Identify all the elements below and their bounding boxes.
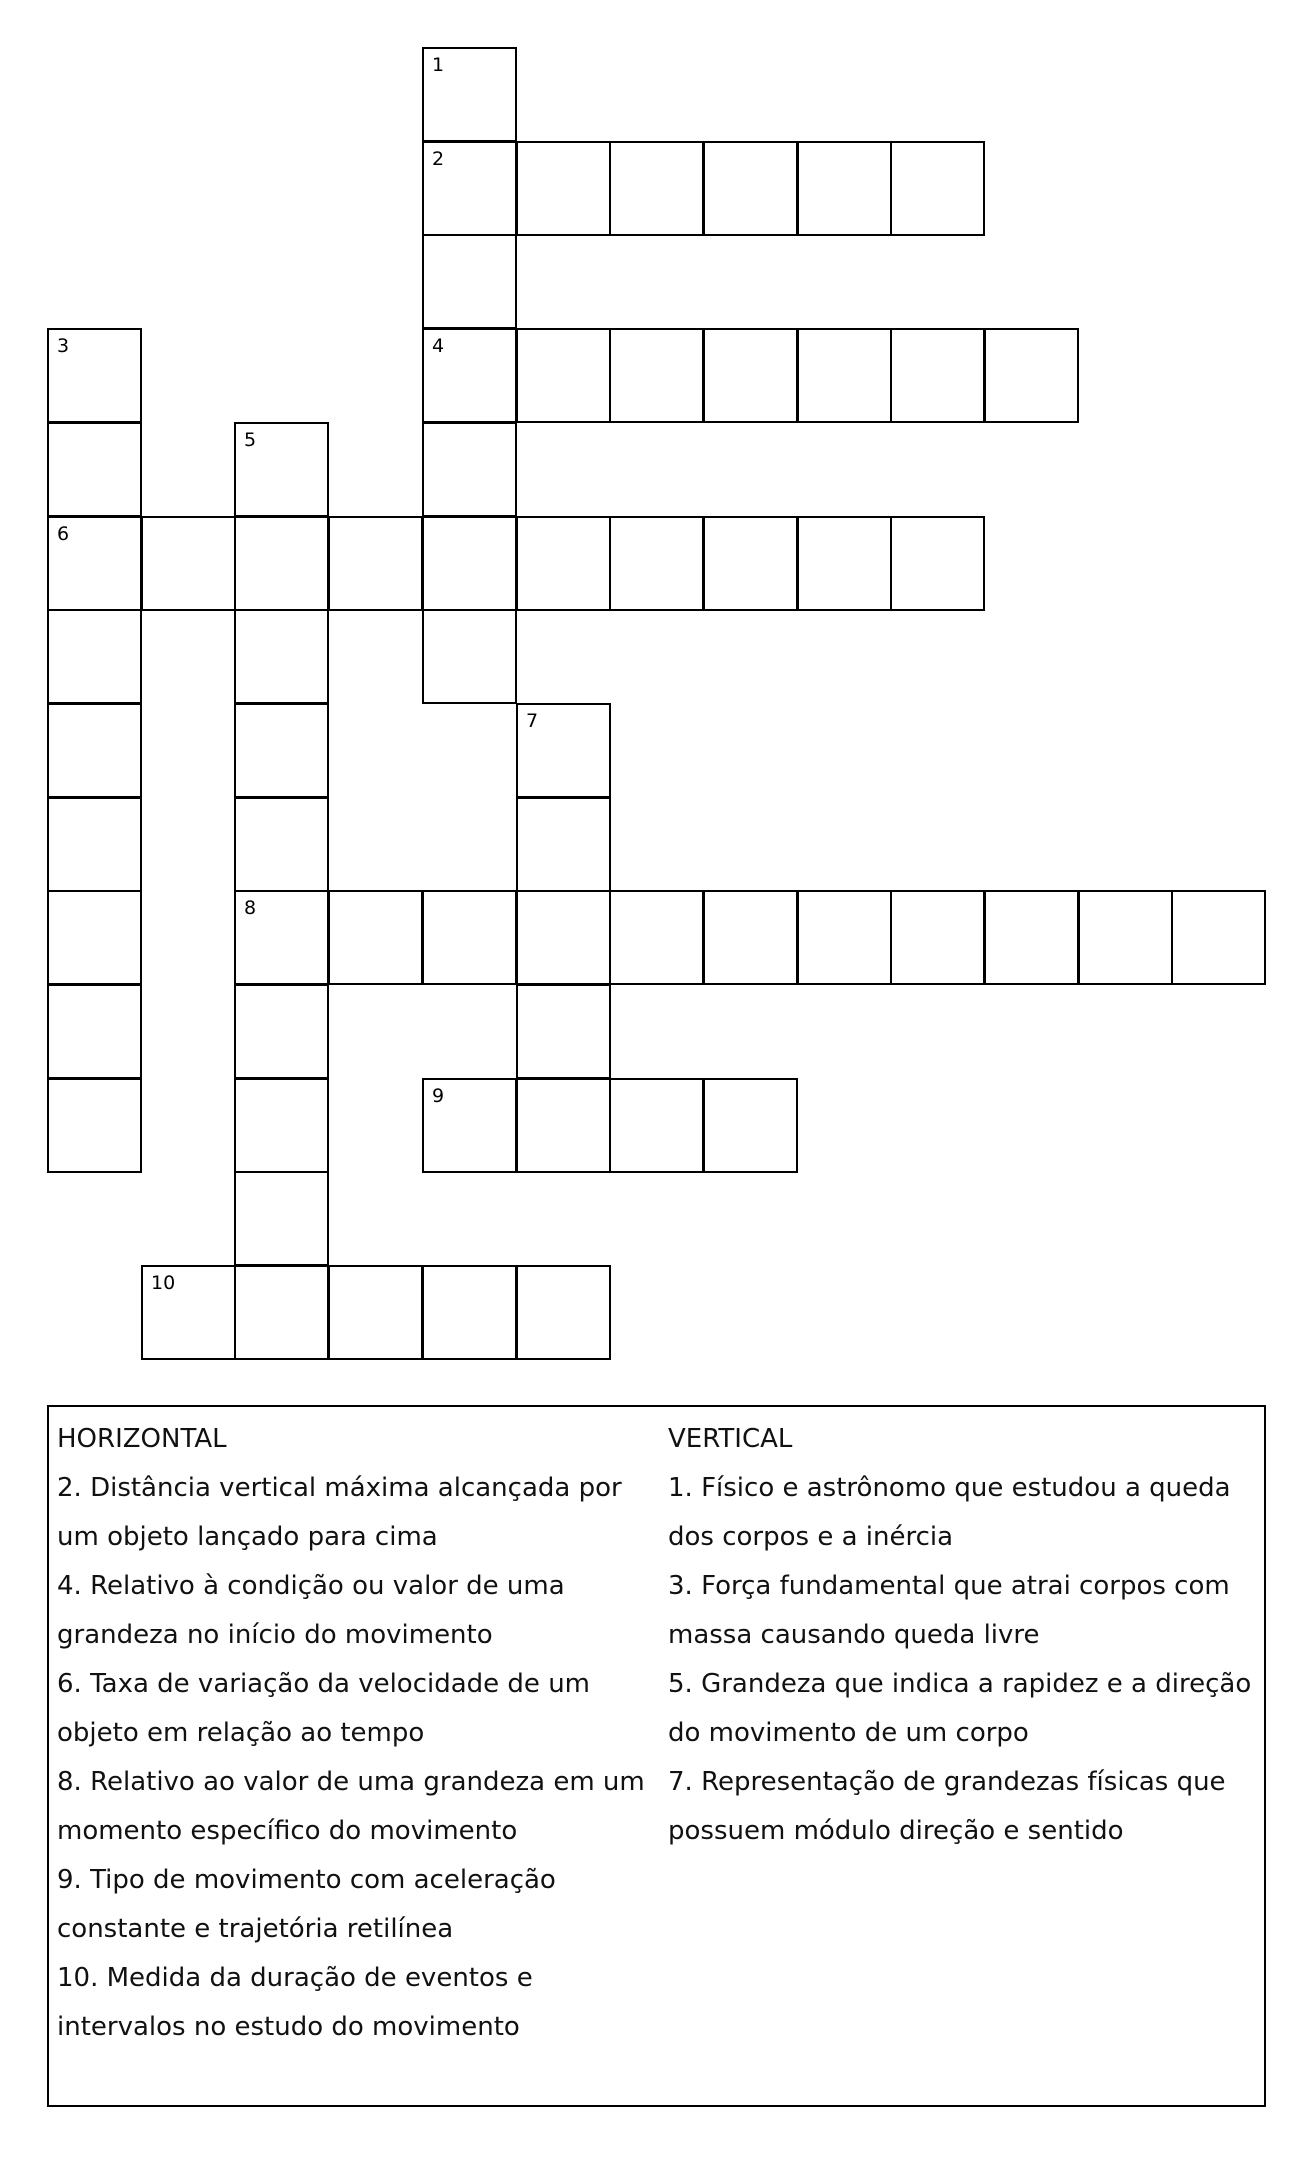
crossword-cell[interactable] bbox=[516, 797, 611, 892]
crossword-cell[interactable] bbox=[516, 1078, 611, 1173]
crossword-cell[interactable] bbox=[609, 890, 704, 985]
crossword-cell[interactable] bbox=[141, 516, 236, 611]
crossword-cell[interactable] bbox=[234, 422, 329, 517]
crossword-cell[interactable] bbox=[890, 141, 985, 236]
crossword-cell[interactable] bbox=[47, 890, 142, 985]
crossword-cell[interactable] bbox=[234, 984, 329, 1079]
clue-number: 7 bbox=[526, 710, 539, 732]
crossword-cell[interactable] bbox=[234, 890, 329, 985]
clue-v7: 7. Representação de grandezas físicas que possuem módulo direção e sentido bbox=[668, 1767, 1226, 1846]
clue-h2: 2. Distância vertical máxima alcançada por um objeto lançado para cima bbox=[57, 1473, 622, 1552]
crossword-cell[interactable] bbox=[516, 328, 611, 423]
crossword-cell[interactable] bbox=[422, 422, 517, 517]
clue-h10: 10. Medida da duração de eventos e intervalos no estudo do movimento bbox=[57, 1963, 533, 2042]
clue-v5: 5. Grandeza que indica a rapidez e a direção do movimento de um corpo bbox=[668, 1669, 1252, 1748]
crossword-cell[interactable] bbox=[328, 516, 423, 611]
clue-number: 6 bbox=[57, 523, 70, 545]
crossword-cell[interactable] bbox=[422, 890, 517, 985]
crossword-cell[interactable] bbox=[516, 890, 611, 985]
crossword-cell[interactable] bbox=[234, 1171, 329, 1266]
crossword-cell[interactable] bbox=[47, 609, 142, 704]
crossword-cell[interactable] bbox=[1078, 890, 1173, 985]
crossword-cell[interactable] bbox=[234, 703, 329, 798]
crossword-cell[interactable] bbox=[890, 516, 985, 611]
crossword-cell[interactable] bbox=[609, 516, 704, 611]
crossword-cell[interactable] bbox=[609, 328, 704, 423]
horizontal-heading: HORIZONTAL bbox=[57, 1424, 227, 1454]
clue-number: 10 bbox=[151, 1272, 176, 1294]
crossword-cell[interactable] bbox=[516, 516, 611, 611]
crossword-cell[interactable] bbox=[47, 797, 142, 892]
crossword-cell[interactable] bbox=[47, 703, 142, 798]
crossword-cell[interactable] bbox=[1171, 890, 1266, 985]
crossword-cell[interactable] bbox=[797, 890, 892, 985]
clue-number: 2 bbox=[432, 148, 445, 170]
crossword-cell[interactable] bbox=[422, 1078, 517, 1173]
crossword-cell[interactable] bbox=[234, 609, 329, 704]
crossword-cell[interactable] bbox=[234, 516, 329, 611]
crossword-cell[interactable] bbox=[47, 984, 142, 1079]
clue-number: 4 bbox=[432, 335, 445, 357]
clues-box bbox=[47, 1405, 1266, 2107]
crossword-cell[interactable] bbox=[328, 1265, 423, 1360]
crossword-cell[interactable] bbox=[516, 1265, 611, 1360]
crossword-cell[interactable] bbox=[516, 984, 611, 1079]
crossword-cell[interactable] bbox=[609, 1078, 704, 1173]
crossword-cell[interactable] bbox=[797, 141, 892, 236]
crossword-cell[interactable] bbox=[422, 609, 517, 704]
crossword-cell[interactable] bbox=[984, 328, 1079, 423]
clue-number: 9 bbox=[432, 1085, 445, 1107]
crossword-cell[interactable] bbox=[422, 516, 517, 611]
clue-h9: 9. Tipo de movimento com aceleração constante e trajetória retilínea bbox=[57, 1865, 556, 1944]
horizontal-clues bbox=[57, 1415, 657, 2052]
crossword-cell[interactable] bbox=[609, 141, 704, 236]
crossword-cell[interactable] bbox=[703, 141, 798, 236]
crossword-cell[interactable] bbox=[422, 234, 517, 329]
crossword-cell[interactable] bbox=[797, 516, 892, 611]
crossword-cell[interactable] bbox=[47, 328, 142, 423]
crossword-cell[interactable] bbox=[516, 141, 611, 236]
crossword-cell[interactable] bbox=[703, 890, 798, 985]
clue-v3: 3. Força fundamental que atrai corpos com massa causando queda livre bbox=[668, 1571, 1230, 1650]
crossword-cell[interactable] bbox=[234, 1265, 329, 1360]
crossword-cell[interactable] bbox=[422, 141, 517, 236]
crossword-cell[interactable] bbox=[47, 516, 142, 611]
clue-h6: 6. Taxa de variação da velocidade de um objeto em relação ao tempo bbox=[57, 1669, 590, 1748]
crossword-cell[interactable] bbox=[703, 328, 798, 423]
clue-v1: 1. Físico e astrônomo que estudou a queda dos corpos e a inércia bbox=[668, 1473, 1231, 1552]
crossword-cell[interactable] bbox=[47, 1078, 142, 1173]
crossword-cell[interactable] bbox=[422, 47, 517, 142]
vertical-heading: VERTICAL bbox=[668, 1424, 793, 1454]
crossword-cell[interactable] bbox=[516, 703, 611, 798]
clue-h4: 4. Relativo à condição ou valor de uma grandeza no início do movimento bbox=[57, 1571, 565, 1650]
crossword-cell[interactable] bbox=[47, 422, 142, 517]
clue-number: 8 bbox=[244, 897, 257, 919]
clue-number: 3 bbox=[57, 335, 70, 357]
crossword-cell[interactable] bbox=[890, 328, 985, 423]
crossword-cell[interactable] bbox=[797, 328, 892, 423]
crossword-cell[interactable] bbox=[703, 516, 798, 611]
crossword-cell[interactable] bbox=[328, 890, 423, 985]
clue-number: 1 bbox=[432, 54, 445, 76]
vertical-clues bbox=[668, 1415, 1258, 1856]
crossword-cell[interactable] bbox=[984, 890, 1079, 985]
crossword-cell[interactable] bbox=[703, 1078, 798, 1173]
crossword-cell[interactable] bbox=[234, 1078, 329, 1173]
crossword-cell[interactable] bbox=[422, 328, 517, 423]
clue-number: 5 bbox=[244, 429, 257, 451]
crossword-cell[interactable] bbox=[890, 890, 985, 985]
crossword-cell[interactable] bbox=[234, 797, 329, 892]
crossword-cell[interactable] bbox=[141, 1265, 236, 1360]
crossword-cell[interactable] bbox=[422, 1265, 517, 1360]
clue-h8: 8. Relativo ao valor de uma grandeza em um momento específico do movimento bbox=[57, 1767, 645, 1846]
